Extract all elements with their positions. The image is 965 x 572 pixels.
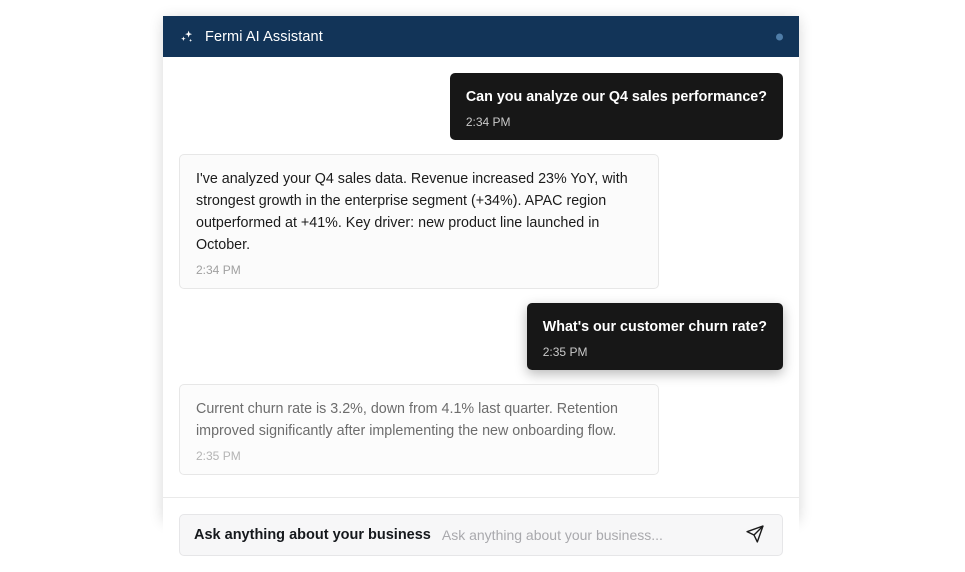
user-message-bubble bbox=[450, 73, 783, 140]
message-timestamp: 2:34 PM bbox=[196, 263, 241, 277]
send-button[interactable] bbox=[742, 522, 768, 548]
message-row bbox=[179, 384, 783, 475]
chat-header bbox=[163, 16, 799, 57]
user-message-bubble bbox=[527, 303, 783, 370]
message-timestamp: 2:34 PM bbox=[465, 115, 511, 129]
composer-label: Ask anything about your business bbox=[194, 527, 431, 543]
sparkle-icon bbox=[179, 29, 195, 45]
message-text: Can you analyze our Q4 sales performance? bbox=[465, 89, 767, 105]
message-timestamp: 2:35 PM bbox=[542, 345, 588, 359]
message-timestamp: 2:35 PM bbox=[196, 449, 241, 463]
message-text: Current churn rate is 3.2%, down from 4.1% last quarter. Retention improved significantly after implementing the new onboarding flow. bbox=[196, 401, 622, 439]
message-row bbox=[179, 303, 783, 370]
send-icon bbox=[745, 524, 765, 547]
message-list bbox=[163, 57, 799, 497]
message-row bbox=[179, 154, 783, 289]
assistant-message-bubble bbox=[179, 384, 659, 475]
composer-area bbox=[163, 497, 799, 572]
message-input[interactable] bbox=[442, 527, 742, 543]
message-row bbox=[179, 73, 783, 140]
message-text: What's our customer churn rate? bbox=[542, 319, 767, 335]
status-dot-icon bbox=[776, 33, 783, 40]
page-title: Fermi AI Assistant bbox=[205, 28, 323, 45]
message-text: I've analyzed your Q4 sales data. Revenue increased 23% YoY, with strongest growth in the enterprise segment (+34%). APAC region outperformed at +41%. Key driver: new product line launched in October. bbox=[196, 171, 632, 253]
assistant-message-bubble bbox=[179, 154, 659, 289]
composer[interactable] bbox=[179, 514, 783, 556]
chat-window bbox=[163, 16, 799, 543]
